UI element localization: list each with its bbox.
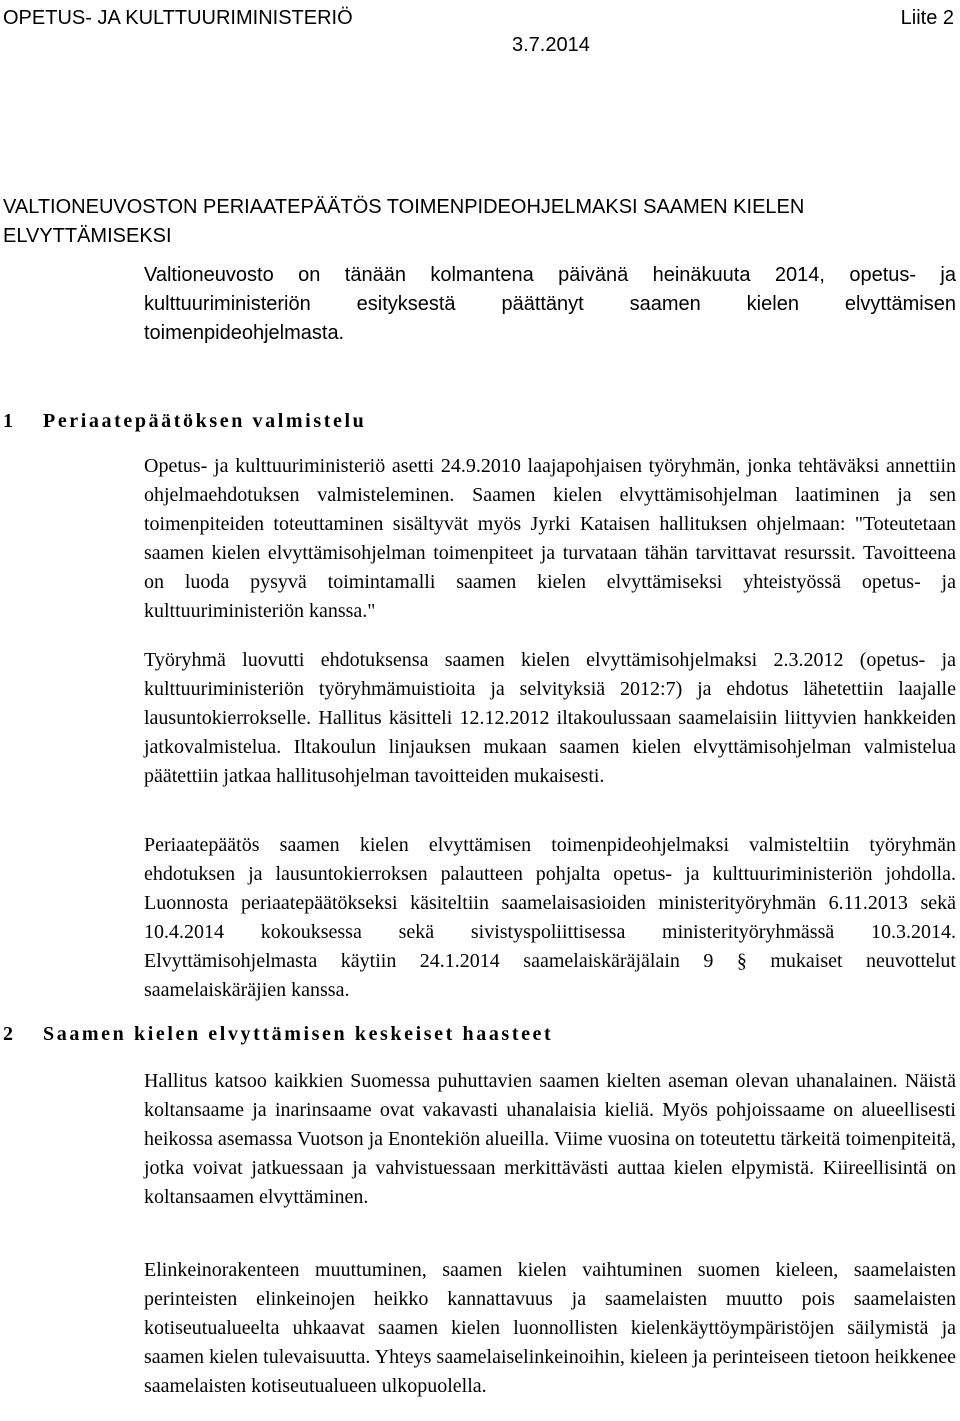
section-1-paragraph-2: Työryhmä luovutti ehdotuksensa saamen kielen elvyttämisohjelmaksi 2.3.2012 (opetus- ja kulttuuriministeriön työryhmämuistioita ja selvityksiä 2012:7) ja ehdotus lähetettiin laajalle lausuntokierrokselle. Hallitus käsitteli 12.12.2012 iltakoulussaan saamelaisiin liittyvien hankkeiden jatkovalmistelua. Iltakoulun linjauksen mukaan saamen kielen elvyttämisohjelman valmistelua päätettiin jatkaa hallitusohjelman tavoitteiden mukaisesti. [144, 649, 956, 787]
section-number: 1 [3, 410, 13, 432]
document-title: VALTIONEUVOSTON PERIAATEPÄÄTÖS TOIMENPIDEOHJELMAKSI SAAMEN KIELEN ELVYTTÄMISEKSI [3, 196, 805, 247]
section-heading-2 [3, 1022, 553, 1046]
section-2-paragraph-1: Hallitus katsoo kaikkien Suomessa puhuttavien saamen kielten aseman olevan uhanalainen. Näistä koltansaame ja inarinsaame ovat vakavasti uhanalaisia kieliä. Myös pohjoissaame on alueellisesti heikossa asemassa Vuotson ja Enontekiön alueilla. Viime vuosina on toteutettu tärkeitä toimenpiteitä, jotka voivat jatkuessaan ja vahvistuessaan merkittävästi auttaa kielen elpymistä. Kiireellisintä on koltansaamen elvyttäminen. [144, 1070, 956, 1208]
intro-paragraph: Valtioneuvosto on tänään kolmantena päivänä heinäkuuta 2014, opetus- ja kulttuuriministeriön esityksestä päättänyt saamen kielen elvyttämisen toimenpideohjelmasta. [144, 264, 956, 344]
section-heading-1 [3, 409, 366, 433]
section-1-paragraph-3: Periaatepäätös saamen kielen elvyttämisen toimenpideohjelmaksi valmisteltiin työryhmän ehdotuksen ja lausuntokierroksen palautteen pohjalta opetus- ja kulttuuriministeriön johdolla. Luonnosta periaatepäätökseksi käsiteltiin saamelaisasioiden ministerityöryhmän 6.11.2013 sekä 10.4.2014 kokouksessa sekä sivistyspoliittisessa ministerityöryhmässä 10.3.2014. Elvyttämisohjelmasta käytiin 24.1.2014 saamelaiskäräjälain 9 § mukaiset neuvottelut saamelaiskäräjien kanssa. [144, 834, 956, 1001]
section-1-paragraph-1: Opetus- ja kulttuuriministeriö asetti 24.9.2010 laajapohjaisen työryhmän, jonka tehtäväksi annettiin ohjelmaehdotuksen valmisteleminen. Saamen kielen elvyttämisohjelman laatiminen ja sen toimenpiteiden toteuttaminen sisältyvät myös Jyrki Kataisen hallituksen ohjelmaan: "Toteutetaan saamen kielen elvyttämisohjelman toimenpiteet ja turvataan tähän tarvittavat resurssit. Tavoitteena on luoda pysyvä toimintamalli saamen kielen elvyttämiseksi yhteistyössä opetus- ja kulttuuriministeriön kanssa." [144, 455, 956, 622]
attachment-label: Liite 2 [900, 7, 954, 29]
section-2-paragraph-2: Elinkeinorakenteen muuttuminen, saamen kielen vaihtuminen suomen kieleen, saamelaisten perinteisten elinkeinojen heikko kannattavuus ja saamelaisten muutto pois saamelaisten kotiseutualueelta uhkaavat saamen kielen luonnollisten kielenkäyttöympäristöjen säilymistä ja saamen kielen tulevaisuutta. Yhteys saamelaiselinkeinoihin, kieleen ja perinteiseen tietoon heikkenee saamelaisten kotiseutualueen ulkopuolella. [144, 1259, 956, 1397]
section-title: Saamen kielen elvyttämisen keskeiset haasteet [43, 1023, 554, 1045]
section-title: Periaatepäätöksen valmistelu [43, 410, 367, 432]
document-date: 3.7.2014 [512, 34, 590, 56]
section-number: 2 [3, 1023, 13, 1045]
ministry-header: OPETUS- JA KULTTUURIMINISTERIÖ [3, 7, 353, 29]
